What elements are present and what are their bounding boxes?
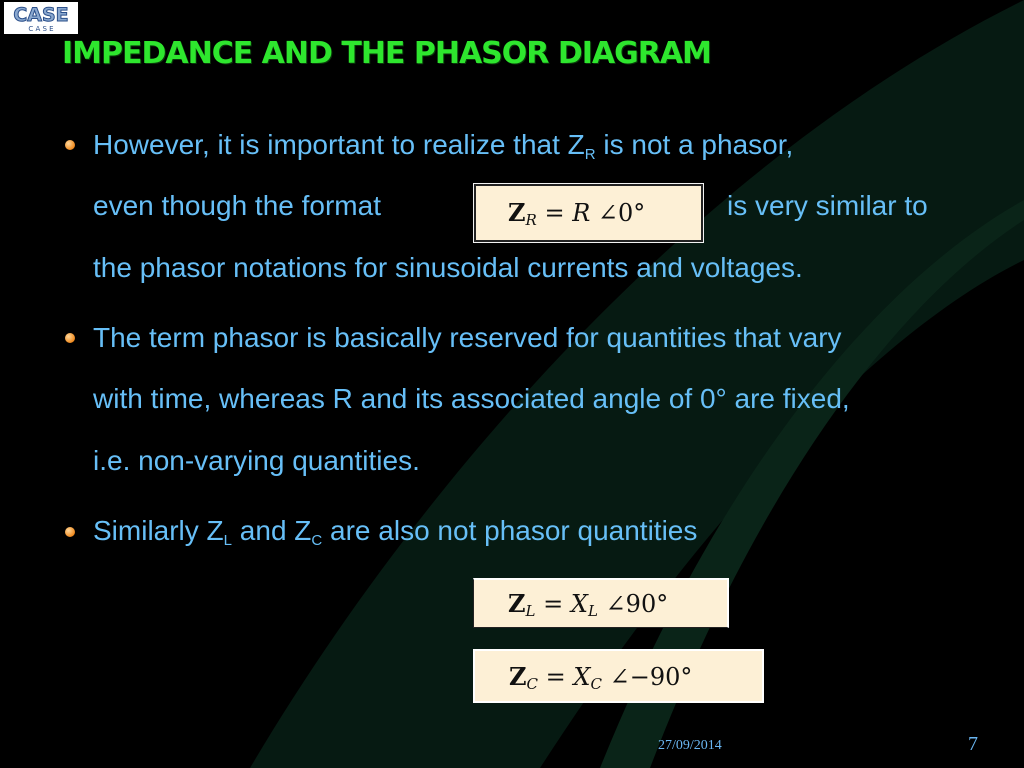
formula-zr-z: Z	[508, 198, 526, 227]
svg-text:CASE: CASE	[13, 4, 69, 26]
bullet2-line3: i.e. non-varying quantities.	[93, 445, 420, 476]
bullet1-line2a: even though the format	[93, 190, 381, 221]
bullet3-text-c: are also not phasor quantities	[322, 515, 698, 546]
page-number: 7	[968, 733, 978, 755]
bullet1-line1	[93, 128, 793, 162]
formula-zc-eq: =	[538, 663, 574, 691]
formula-zl-rhs: X	[570, 590, 588, 618]
bullet3-text-b: and Z	[232, 515, 312, 546]
bullet-icon	[65, 140, 75, 150]
formula-zl-angle: ∠90°	[597, 590, 669, 618]
slide-title: IMPEDANCE AND THE PHASOR DIAGRAM	[62, 36, 711, 71]
formula-zc-rhs: X	[573, 663, 591, 691]
bullet2-line1: The term phasor is basically reserved for quantities that vary	[93, 322, 842, 353]
bullet1-line3: the phasor notations for sinusoidal currents and voltages.	[93, 252, 803, 283]
formula-zl-z: Z	[508, 589, 526, 618]
formula-zc	[473, 649, 764, 703]
subscript-r: R	[584, 146, 596, 163]
formula-zc-z: Z	[509, 662, 527, 691]
bullet-icon	[65, 333, 75, 343]
footer-date: 27/09/2014	[658, 738, 722, 753]
formula-zc-angle: ∠−90°	[601, 663, 693, 691]
formula-zl-sub: L	[525, 602, 536, 620]
formula-zr-rhs: R	[572, 199, 591, 227]
formula-zr-angle: ∠0°	[590, 199, 646, 227]
case-logo	[4, 2, 78, 34]
bullet1-text-b: is not a phasor,	[595, 129, 794, 160]
formula-zl-rhs-sub: L	[587, 602, 598, 620]
bullet3-text-a: Similarly Z	[93, 515, 224, 546]
bullet1-line2b: is very similar to	[727, 190, 928, 221]
subscript-l: L	[223, 532, 233, 549]
subscript-c: C	[311, 532, 323, 549]
formula-zr-eq: =	[536, 199, 573, 227]
formula-zr	[474, 184, 703, 242]
bullet2-line2: with time, whereas R and its associated angle of 0° are fixed,	[93, 383, 850, 414]
formula-zc-sub: C	[526, 675, 539, 693]
bullet3-line	[93, 514, 697, 548]
formula-zr-sub: R	[525, 211, 537, 229]
formula-zl-eq: =	[535, 590, 571, 618]
formula-zl	[473, 578, 729, 628]
formula-zc-rhs-sub: C	[590, 675, 602, 693]
bullet1-text-a: However, it is important to realize that Z	[93, 129, 585, 160]
svg-text:C A S E: C A S E	[28, 25, 54, 33]
bullet-icon	[65, 527, 75, 537]
